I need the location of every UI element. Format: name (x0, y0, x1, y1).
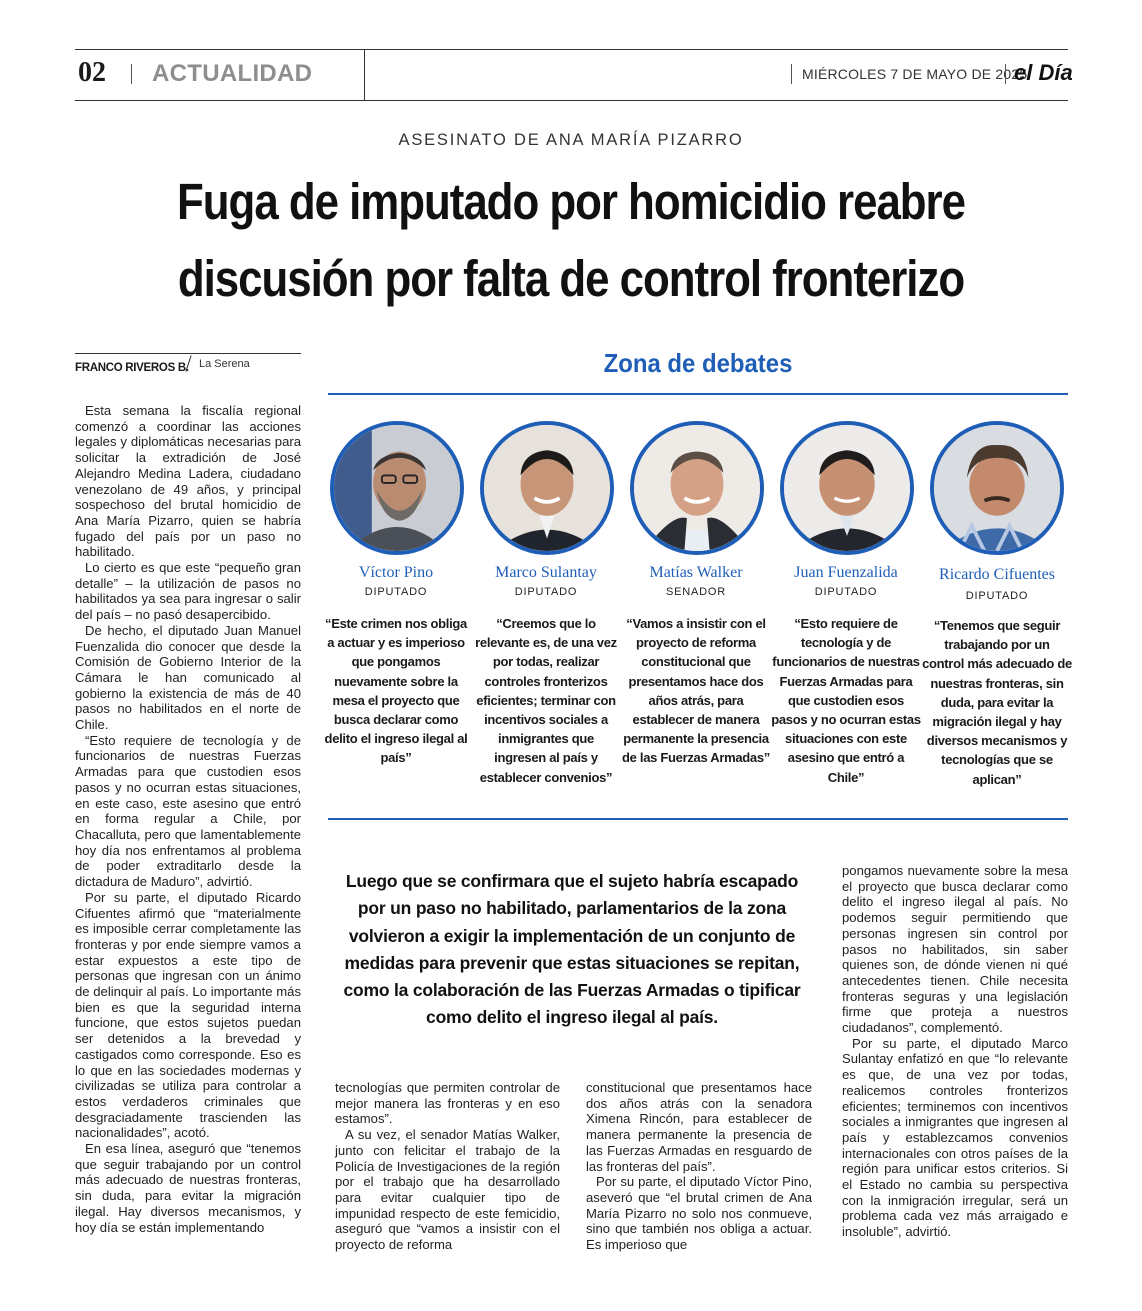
article-kicker: ASESINATO DE ANA MARÍA PIZARRO (398, 131, 744, 149)
dateline-location: La Serena (199, 358, 250, 370)
page-number: 02 (78, 57, 106, 88)
issue-date: MIÉRCOLES 7 DE MAYO DE 2025 (802, 66, 1028, 82)
article-lead: Luego que se confirmara que el sujeto habría escapado por un paso no habilitado, parlamentarios de la zona volvieron a exigir la implementación de un conjunto de medidas para prevenir que estas situaciones se repitan, como la colaboración de las Fuerzas Armadas o tipificar como delito el ingreso ilegal al país. (343, 871, 801, 1028)
paragraph: Lo cierto es que este “pequeño gran detalle” – la utilización de pasos no habilitados ya sea para ingresar o salir del país – no pasó desapercibido. (75, 560, 301, 623)
newspaper-logo: el Día (1014, 60, 1073, 85)
person-photo-icon (784, 425, 910, 551)
article-column-3 (586, 1080, 812, 1253)
person-role: DIPUTADO (965, 590, 1029, 602)
person-quote: “Creemos que lo relevante es, de una vez por todas, realizar controles fronterizos eficientes; terminar con incentivos sociales a inmigrantes que ingresen al país y establecer convenios” (475, 616, 617, 785)
paragraph: tecnologías que permiten controlar de mejor manera las fronteras y en eso estamos”. (335, 1080, 560, 1127)
debate-bottom-rule (328, 818, 1068, 820)
debate-zone-title: Zona de debates (603, 348, 793, 378)
person-quote: “Este crimen nos obliga a actuar y es imperioso que pongamos nuevamente sobre la mesa el proyecto que busca declarar como delito el ingreso ilegal al país” (324, 616, 468, 766)
person-name: Marco Sulantay (495, 564, 597, 581)
section-title: ACTUALIDAD (152, 60, 313, 87)
header-divider (364, 49, 365, 100)
paragraph: Por su parte, el diputado Marco Sulantay enfatizó en que “lo relevante es que, de una vez por todas, realicemos controles fronterizos eficientes; terminemos con incentivos sociales a inmigrantes que ingresen al país y establezcamos convenios internacionales con otros países de la región para unificar estos criterios. Si el Estado no cambia su perspectiva con la inmigración irregular, será un problema cada vez más arraigado e insoluble”, advirtió. (842, 1035, 1068, 1240)
paragraph: A su vez, el senador Matías Walker, junto con felicitar el trabajo de la Policía de Investigaciones de la región por el trabajo que ha desarrollado para evitar cualquier tipo de impunidad respecto de este femicidio, aseguró que “vamos a insistir con el proyecto de reforma (335, 1127, 560, 1253)
person-photo-icon (934, 425, 1060, 551)
header-bottom-rule (75, 100, 1068, 101)
person-photo-icon (334, 425, 460, 551)
header-separator (131, 64, 132, 84)
person-role: DIPUTADO (364, 586, 428, 598)
article-headline (132, 164, 1011, 317)
article-column-2 (335, 1080, 560, 1253)
paragraph: Esta semana la fiscalía regional comenzó a coordinar las acciones legales y diplomáticas necesarias para solicitar la extradición de José Alejandro Medina Ladera, ciudadano venezolano de 49 años, y principal sospechoso del brutal homicidio de Ana María Pizarro, quien se habría fugado del país por un paso no habilitado. (75, 403, 301, 560)
portrait-marco-sulantay (480, 421, 614, 555)
person-quote: “Esto requiere de tecnología y de funcionarios de nuestras Fuerzas Armadas para que custodien esos pasos y no ocurran estas situaciones con este asesino que entró a Chile” (771, 616, 921, 785)
portrait-juan-fuenzalida (780, 421, 914, 555)
article-column-1 (75, 403, 301, 1235)
header-separator (1005, 64, 1006, 84)
person-role: DIPUTADO (514, 586, 578, 598)
portrait-ricardo-cifuentes (930, 421, 1064, 555)
article-column-4 (842, 863, 1068, 1240)
debate-top-rule (328, 393, 1068, 395)
person-role: SENADOR (666, 586, 726, 598)
paragraph: En esa línea, aseguró que “tenemos que seguir trabajando por un control más adecuado de nuestras fronteras, sin duda, para evitar la migración ilegal. Hay diversos mecanismos, y hoy día se están implementando (75, 1141, 301, 1235)
person-name: Matías Walker (649, 564, 743, 581)
header-separator (791, 64, 792, 84)
person-role: DIPUTADO (814, 586, 878, 598)
paragraph: pongamos nuevamente sobre la mesa el proyecto que busca declarar como delito el ingreso ilegal al país. No podemos seguir permitiendo que personas ingresen sin control por pasos no habilitados, sin saber quienes son, de dónde vienen ni qué antecedentes tienen. Chile necesita fronteras seguras y una legislación firme que proteja a nuestros ciudadanos”, complementó. (842, 863, 1068, 1036)
paragraph: constitucional que presentamos hace dos años atrás con la senadora Ximena Rincón, para establecer de manera permanente la presencia de las Fuerzas Armadas en resguardo de las fronteras del país”. (586, 1080, 812, 1174)
byline (75, 358, 250, 376)
person-name: Ricardo Cifuentes (939, 566, 1055, 583)
person-name: Juan Fuenzalida (794, 564, 898, 581)
portrait-matias-walker (630, 421, 764, 555)
paragraph: “Esto requiere de tecnología y de funcionarios de nuestras Fuerzas Armadas para que custodien esos pasos y no ocurran estas situaciones, en este caso, este asesino que entró en forma regular a Chile, por Chacalluta, pero que lamentablemente hoy día nos enfrentamos al problema de poder extraditarlo desde la dictadura de Maduro”, advirtió. (75, 732, 301, 890)
headline-line-2: discusión por falta de control fronterizo (177, 249, 965, 307)
paragraph: Por su parte, el diputado Víctor Pino, aseveró que “el brutal crimen de Ana María Pizarro no solo nos conmueve, sino que también nos obliga a actuar. Es imperioso que (586, 1174, 812, 1253)
person-photo-icon (634, 425, 760, 551)
person-name: Víctor Pino (358, 564, 434, 581)
paragraph: De hecho, el diputado Juan Manuel Fuenzalida dio conocer que desde la Comisión de Gobierno Interior de la Cámara le han comunicado al gobierno la existencia de más de 40 pasos no habilitados en el norte de Chile. (75, 622, 301, 733)
headline-line-1: Fuga de imputado por homicidio reabre (177, 173, 965, 230)
author-name: FRANCO RIVEROS B. (75, 362, 189, 374)
person-quote: “Vamos a insistir con el proyecto de reforma constitucional que presentamos hace dos años atrás, para establecer de manera permanente la presencia de las Fuerzas Armadas” (622, 616, 770, 766)
header-top-rule (75, 49, 1068, 50)
paragraph: Por su parte, el diputado Ricardo Cifuentes afirmó que “materialmente es imposible cerrar completamente las fronteras y por ende siempre vamos a estar expuestos a este tipo de personas que ingresan con un ánimo de delinquir al país. Lo importante más bien es que la seguridad interna funcione, que estos sujetos puedan ser detenidos a la brevedad y castigados como corresponde. Eso es lo que en las sociedades modernas y civilizadas se utiliza para controlar a estos verdaderos criminales que desgraciadamente trascienden las nacionalidades”, acotó. (75, 889, 301, 1141)
portrait-victor-pino (330, 421, 464, 555)
person-quote: “Tenemos que seguir trabajando por un control más adecuado de nuestras fronteras, sin duda, para evitar la migración ilegal y hay diversos mecanismos y tecnologías que se aplican” (922, 618, 1072, 787)
person-photo-icon (484, 425, 610, 551)
byline-rule (75, 353, 301, 354)
